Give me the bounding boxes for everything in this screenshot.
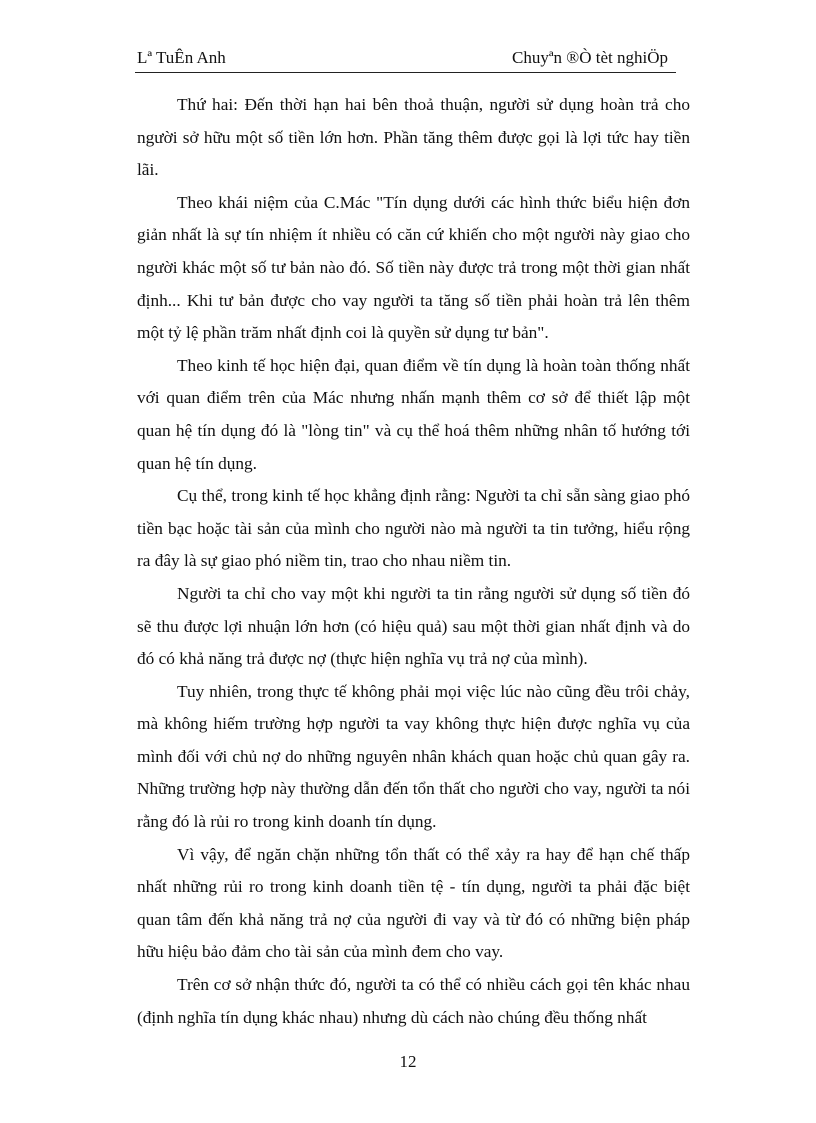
paragraph-6: Tuy nhiên, trong thực tế không phải mọi việc lúc nào cũng đều trôi chảy, mà không hiếm trường hợp người ta vay không thực hiện được nghĩa vụ của mình đối với chủ nợ do những nguyên nhân khách quan hoặc chủ quan gây ra. Những trường hợp này thường dẫn đến tổn thất cho người cho vay, người ta nói rằng đó là rủi ro trong kinh doanh tín dụng. xyxy=(137,681,690,832)
paragraph-8: Trên cơ sở nhận thức đó, người ta có thể có nhiều cách gọi tên khác nhau (định nghĩa tín dụng khác nhau) nhưng dù cách nào chúng đều thống nhất xyxy=(137,975,690,1027)
header-document-type: Chuyªn ®Ò tèt nghiÖp xyxy=(512,48,668,67)
paragraph-1: Thứ hai: Đến thời hạn hai bên thoả thuận, người sử dụng hoàn trả cho người sở hữu một số tiền lớn hơn. Phần tăng thêm được gọi là lợi tức hay tiền lãi. xyxy=(137,95,690,180)
paragraph-2: Theo khái niệm của C.Mác "Tín dụng dưới các hình thức biểu hiện đơn giản nhất là sự tín nhiệm ít nhiều có căn cứ khiến cho một người này giao cho người khác một số tư bản nào đó. Số tiền này được trả trong một thời gian nhất định... Khi tư bản được cho vay người ta tăng số tiền phải hoàn trả lên thêm một tỷ lệ phần trăm nhất định coi là quyền sử dụng tư bản". xyxy=(137,192,690,343)
page-number: 12 xyxy=(399,1052,417,1071)
page-header xyxy=(135,44,676,73)
header-author: Lª TuÊn Anh xyxy=(137,48,226,67)
paragraph-7: Vì vậy, để ngăn chặn những tổn thất có thể xảy ra hay để hạn chế thấp nhất những rủi ro trong kinh doanh tiền tệ - tín dụng, người ta phải đặc biệt quan tâm đến khả năng trả nợ của người đi vay và từ đó có những biện pháp hữu hiệu bảo đảm cho tài sản của mình đem cho vay. xyxy=(137,844,690,962)
document-body xyxy=(137,89,690,1034)
paragraph-3: Theo kinh tế học hiện đại, quan điểm về tín dụng là hoàn toàn thống nhất với quan điểm trên của Mác nhưng nhấn mạnh thêm cơ sở để thiết lập một quan hệ tín dụng đó là "lòng tin" và cụ thể hoá thêm những nhân tố hướng tới quan hệ tín dụng. xyxy=(137,355,690,473)
paragraph-4: Cụ thể, trong kinh tế học khẳng định rằng: Người ta chỉ sẵn sàng giao phó tiền bạc hoặc tài sản của mình cho người nào mà người ta tin tưởng, hiểu rộng ra đây là sự giao phó niềm tin, trao cho nhau niềm tin. xyxy=(137,486,690,571)
paragraph-5: Người ta chỉ cho vay một khi người ta tin rằng người sử dụng số tiền đó sẽ thu được lợi nhuận lớn hơn (có hiệu quả) sau một thời gian nhất định và do đó có khả năng trả được nợ (thực hiện nghĩa vụ trả nợ của mình). xyxy=(137,583,690,669)
